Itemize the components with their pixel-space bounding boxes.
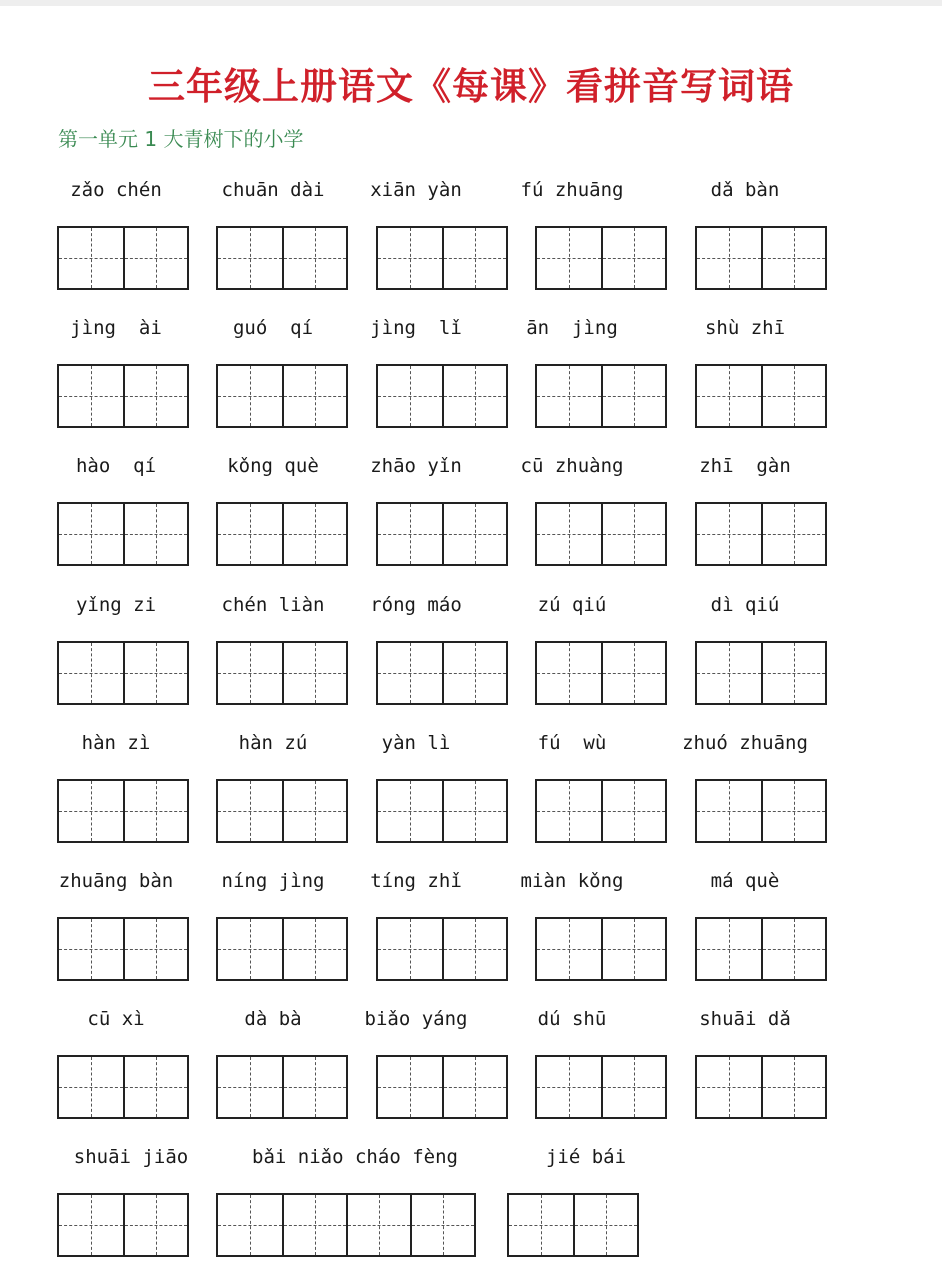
character-cell[interactable] bbox=[218, 228, 282, 288]
pinyin-prompt: yàn lì bbox=[381, 731, 451, 754]
tianzige-writing-box[interactable] bbox=[216, 364, 348, 428]
pinyin-prompt: tíng zhǐ bbox=[370, 870, 462, 892]
character-cell[interactable] bbox=[697, 781, 761, 841]
pinyin-prompt: yǐng zi bbox=[75, 593, 157, 616]
character-cell[interactable] bbox=[697, 1057, 761, 1117]
tianzige-writing-box[interactable] bbox=[57, 1055, 189, 1119]
character-cell[interactable] bbox=[601, 781, 665, 841]
tianzige-writing-box[interactable] bbox=[216, 917, 348, 981]
pinyin-prompt: dǎ bàn bbox=[710, 179, 780, 201]
character-cell[interactable] bbox=[410, 1195, 474, 1255]
character-cell[interactable] bbox=[537, 228, 601, 288]
pinyin-prompt: biǎo yáng bbox=[364, 1008, 468, 1031]
tianzige-writing-box[interactable] bbox=[57, 917, 189, 981]
character-cell[interactable] bbox=[442, 781, 506, 841]
tianzige-writing-box[interactable] bbox=[57, 364, 189, 428]
character-cell[interactable] bbox=[282, 228, 346, 288]
tianzige-writing-box[interactable] bbox=[57, 641, 189, 705]
pinyin-prompt: níng jìng bbox=[221, 870, 325, 892]
character-cell[interactable] bbox=[697, 919, 761, 979]
tianzige-writing-box[interactable] bbox=[57, 226, 189, 290]
pinyin-prompt: zhāo yǐn bbox=[370, 455, 462, 478]
character-cell[interactable] bbox=[442, 228, 506, 288]
tianzige-writing-box[interactable] bbox=[216, 1055, 348, 1119]
character-cell[interactable] bbox=[218, 366, 282, 426]
pinyin-prompt: hào qí bbox=[75, 455, 157, 478]
pinyin-prompt: jìng lǐ bbox=[370, 317, 462, 340]
character-cell[interactable] bbox=[697, 366, 761, 426]
character-cell[interactable] bbox=[346, 1195, 410, 1255]
tianzige-writing-box[interactable] bbox=[57, 1193, 189, 1257]
pinyin-prompt: ān jìng bbox=[526, 317, 618, 340]
tianzige-writing-box[interactable] bbox=[376, 917, 508, 981]
pinyin-prompt: shuāi dǎ bbox=[699, 1008, 791, 1031]
tianzige-writing-box[interactable] bbox=[535, 779, 667, 843]
tianzige-writing-box[interactable] bbox=[507, 1193, 639, 1257]
character-cell[interactable] bbox=[282, 781, 346, 841]
tianzige-writing-box[interactable] bbox=[376, 502, 508, 566]
character-cell[interactable] bbox=[59, 781, 123, 841]
character-cell[interactable] bbox=[282, 1195, 346, 1255]
character-cell[interactable] bbox=[123, 1057, 187, 1117]
tianzige-writing-box[interactable] bbox=[376, 779, 508, 843]
character-cell[interactable] bbox=[378, 228, 442, 288]
character-cell[interactable] bbox=[378, 643, 442, 703]
character-cell[interactable] bbox=[282, 504, 346, 564]
pinyin-prompt: xiān yàn bbox=[370, 179, 462, 201]
tianzige-writing-box[interactable] bbox=[216, 226, 348, 290]
tianzige-writing-box[interactable] bbox=[535, 1055, 667, 1119]
character-cell[interactable] bbox=[218, 1195, 282, 1255]
character-cell[interactable] bbox=[537, 919, 601, 979]
pinyin-prompt: hàn zú bbox=[238, 731, 308, 754]
pinyin-prompt: bǎi niǎo cháo fèng bbox=[252, 1146, 458, 1169]
character-cell[interactable] bbox=[59, 366, 123, 426]
pinyin-prompt: shuāi jiāo bbox=[73, 1146, 189, 1169]
character-cell[interactable] bbox=[761, 781, 825, 841]
character-cell[interactable] bbox=[601, 366, 665, 426]
character-cell[interactable] bbox=[537, 366, 601, 426]
worksheet-title: 三年级上册语文《每课》看拼音写词语 bbox=[148, 64, 794, 108]
pinyin-prompt: zhuó zhuāng bbox=[682, 731, 808, 754]
tianzige-writing-box[interactable] bbox=[216, 1193, 476, 1257]
character-cell[interactable] bbox=[442, 504, 506, 564]
character-cell[interactable] bbox=[573, 1195, 637, 1255]
tianzige-writing-box[interactable] bbox=[695, 779, 827, 843]
character-cell[interactable] bbox=[282, 919, 346, 979]
tianzige-writing-box[interactable] bbox=[376, 1055, 508, 1119]
character-cell[interactable] bbox=[761, 919, 825, 979]
tianzige-writing-box[interactable] bbox=[216, 502, 348, 566]
pinyin-prompt: dà bà bbox=[244, 1008, 302, 1031]
pinyin-prompt: dú shū bbox=[537, 1008, 607, 1031]
tianzige-writing-box[interactable] bbox=[695, 502, 827, 566]
character-cell[interactable] bbox=[537, 643, 601, 703]
top-edge-bar bbox=[0, 0, 942, 6]
character-cell[interactable] bbox=[601, 504, 665, 564]
pinyin-prompt: shù zhī bbox=[704, 317, 786, 340]
pinyin-prompt: guó qí bbox=[232, 317, 314, 340]
tianzige-writing-box[interactable] bbox=[535, 641, 667, 705]
character-cell[interactable] bbox=[378, 781, 442, 841]
character-cell[interactable] bbox=[218, 781, 282, 841]
character-cell[interactable] bbox=[378, 919, 442, 979]
tianzige-writing-box[interactable] bbox=[695, 641, 827, 705]
pinyin-prompt: zǎo chén bbox=[70, 179, 162, 201]
tianzige-writing-box[interactable] bbox=[695, 364, 827, 428]
character-cell[interactable] bbox=[442, 643, 506, 703]
tianzige-writing-box[interactable] bbox=[535, 364, 667, 428]
pinyin-prompt: chén liàn bbox=[221, 593, 325, 616]
tianzige-writing-box[interactable] bbox=[57, 779, 189, 843]
character-cell[interactable] bbox=[123, 504, 187, 564]
tianzige-writing-box[interactable] bbox=[695, 1055, 827, 1119]
character-cell[interactable] bbox=[59, 919, 123, 979]
character-cell[interactable] bbox=[537, 781, 601, 841]
character-cell[interactable] bbox=[697, 228, 761, 288]
character-cell[interactable] bbox=[697, 643, 761, 703]
pinyin-prompt: má què bbox=[710, 870, 780, 892]
character-cell[interactable] bbox=[218, 1057, 282, 1117]
pinyin-prompt: jié bái bbox=[545, 1146, 627, 1169]
character-cell[interactable] bbox=[123, 366, 187, 426]
character-cell[interactable] bbox=[282, 366, 346, 426]
character-cell[interactable] bbox=[442, 919, 506, 979]
pinyin-prompt: cū zhuàng bbox=[520, 455, 624, 478]
pinyin-prompt: zhī gàn bbox=[699, 455, 791, 478]
character-cell[interactable] bbox=[378, 504, 442, 564]
character-cell[interactable] bbox=[442, 1057, 506, 1117]
character-cell[interactable] bbox=[59, 1057, 123, 1117]
character-cell[interactable] bbox=[123, 643, 187, 703]
tianzige-writing-box[interactable] bbox=[535, 226, 667, 290]
pinyin-prompt: miàn kǒng bbox=[520, 870, 624, 892]
character-cell[interactable] bbox=[59, 228, 123, 288]
character-cell[interactable] bbox=[123, 919, 187, 979]
pinyin-prompt: cū xì bbox=[87, 1008, 145, 1031]
character-cell[interactable] bbox=[218, 643, 282, 703]
character-cell[interactable] bbox=[761, 228, 825, 288]
pinyin-prompt: chuān dài bbox=[221, 179, 325, 201]
character-cell[interactable] bbox=[537, 1057, 601, 1117]
character-cell[interactable] bbox=[601, 919, 665, 979]
character-cell[interactable] bbox=[378, 366, 442, 426]
tianzige-writing-box[interactable] bbox=[695, 226, 827, 290]
character-cell[interactable] bbox=[59, 1195, 123, 1255]
pinyin-prompt: róng máo bbox=[370, 593, 462, 616]
pinyin-prompt: kǒng què bbox=[227, 455, 319, 478]
character-cell[interactable] bbox=[59, 643, 123, 703]
pinyin-prompt: zhuāng bàn bbox=[58, 870, 174, 892]
character-cell[interactable] bbox=[761, 366, 825, 426]
pinyin-prompt: fú wù bbox=[537, 731, 607, 754]
character-cell[interactable] bbox=[218, 919, 282, 979]
character-cell[interactable] bbox=[123, 781, 187, 841]
character-cell[interactable] bbox=[123, 228, 187, 288]
character-cell[interactable] bbox=[218, 504, 282, 564]
character-cell[interactable] bbox=[761, 643, 825, 703]
character-cell[interactable] bbox=[697, 504, 761, 564]
character-cell[interactable] bbox=[442, 366, 506, 426]
tianzige-writing-box[interactable] bbox=[57, 502, 189, 566]
pinyin-prompt: dì qiú bbox=[710, 593, 780, 616]
pinyin-prompt: hàn zì bbox=[81, 731, 151, 754]
pinyin-prompt: fú zhuāng bbox=[520, 179, 624, 201]
tianzige-writing-box[interactable] bbox=[535, 502, 667, 566]
section-heading: 第一单元 1 大青树下的小学 bbox=[58, 127, 304, 151]
character-cell[interactable] bbox=[601, 228, 665, 288]
tianzige-writing-box[interactable] bbox=[535, 917, 667, 981]
tianzige-writing-box[interactable] bbox=[216, 641, 348, 705]
pinyin-prompt: zú qiú bbox=[537, 593, 607, 616]
character-cell[interactable] bbox=[282, 643, 346, 703]
character-cell[interactable] bbox=[601, 643, 665, 703]
tianzige-writing-box[interactable] bbox=[695, 917, 827, 981]
pinyin-prompt: jìng ài bbox=[70, 317, 162, 340]
tianzige-writing-box[interactable] bbox=[216, 779, 348, 843]
character-cell[interactable] bbox=[537, 504, 601, 564]
tianzige-writing-box[interactable] bbox=[376, 226, 508, 290]
character-cell[interactable] bbox=[282, 1057, 346, 1117]
tianzige-writing-box[interactable] bbox=[376, 641, 508, 705]
character-cell[interactable] bbox=[761, 1057, 825, 1117]
character-cell[interactable] bbox=[123, 1195, 187, 1255]
character-cell[interactable] bbox=[509, 1195, 573, 1255]
character-cell[interactable] bbox=[761, 504, 825, 564]
character-cell[interactable] bbox=[378, 1057, 442, 1117]
tianzige-writing-box[interactable] bbox=[376, 364, 508, 428]
character-cell[interactable] bbox=[59, 504, 123, 564]
character-cell[interactable] bbox=[601, 1057, 665, 1117]
